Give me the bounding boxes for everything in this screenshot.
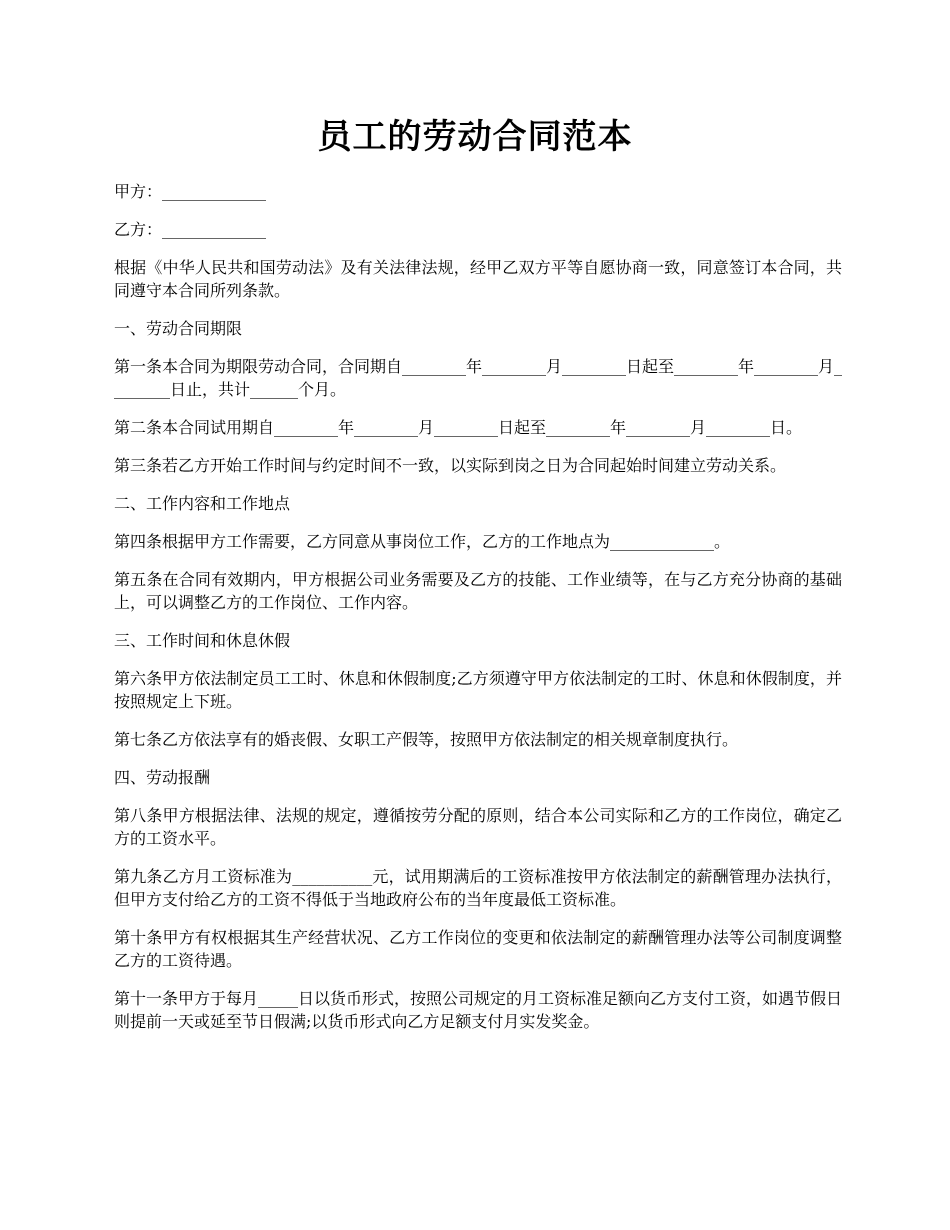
intro-paragraph: 根据《中华人民共和国劳动法》及有关法律法规，经甲乙双方平等自愿协商一致，同意签订本合同，共同遵守本合同所列条款。 [114,258,842,300]
clause-paragraph: 第六条甲方依法制定员工工时、休息和休假制度;乙方须遵守甲方依法制定的工时、休息和休假制度，并按照规定上下班。 [114,669,842,711]
document-title: 员工的劳动合同范本 [317,117,633,157]
clause-paragraph: 第二条本合同试用期自________年________月________日起至________年________月________日。 [114,418,803,437]
section-heading: 一、劳动合同期限 [114,319,243,338]
clause-paragraph: 第四条根据甲方工作需要，乙方同意从事岗位工作，乙方的工作地点为_____________。 [114,532,731,551]
section-heading: 二、工作内容和工作地点 [114,494,291,513]
clause-paragraph: 第八条甲方根据法律、法规的规定，遵循按劳分配的原则，结合本公司实际和乙方的工作岗位，确定乙方的工资水平。 [114,806,842,848]
clause-paragraph: 第三条若乙方开始工作时间与约定时间不一致，以实际到岗之日为合同起始时间建立劳动关系。 [114,456,787,475]
party-a-line: 甲方：_____________ [114,182,267,201]
section-heading: 四、劳动报酬 [114,768,211,787]
section-heading: 三、工作时间和休息休假 [114,631,291,650]
clause-paragraph: 第七条乙方依法享有的婚丧假、女职工产假等，按照甲方依法制定的相关规章制度执行。 [114,730,739,749]
clause-paragraph: 第一条本合同为期限劳动合同，合同期自________年________月________日起至________年________月________日止，共计______个月。 [114,357,843,399]
party-b-line: 乙方：_____________ [114,220,267,239]
document-body [114,180,842,1048]
clause-paragraph: 第五条在合同有效期内，甲方根据公司业务需要及乙方的技能、工作业绩等，在与乙方充分协商的基础上，可以调整乙方的工作岗位、工作内容。 [114,570,842,612]
clause-paragraph: 第九条乙方月工资标准为__________元，试用期满后的工资标准按甲方依法制定的薪酬管理办法执行，但甲方支付给乙方的工资不得低于当地政府公布的当年度最低工资标准。 [114,867,842,909]
clause-paragraph: 第十条甲方有权根据其生产经营状况、乙方工作岗位的变更和依法制定的薪酬管理办法等公司制度调整乙方的工资待遇。 [114,928,842,970]
clause-paragraph: 第十一条甲方于每月_____日以货币形式，按照公司规定的月工资标准足额向乙方支付工资，如遇节假日则提前一天或延至节日假满;以货币形式向乙方足额支付月实发奖金。 [114,989,843,1031]
